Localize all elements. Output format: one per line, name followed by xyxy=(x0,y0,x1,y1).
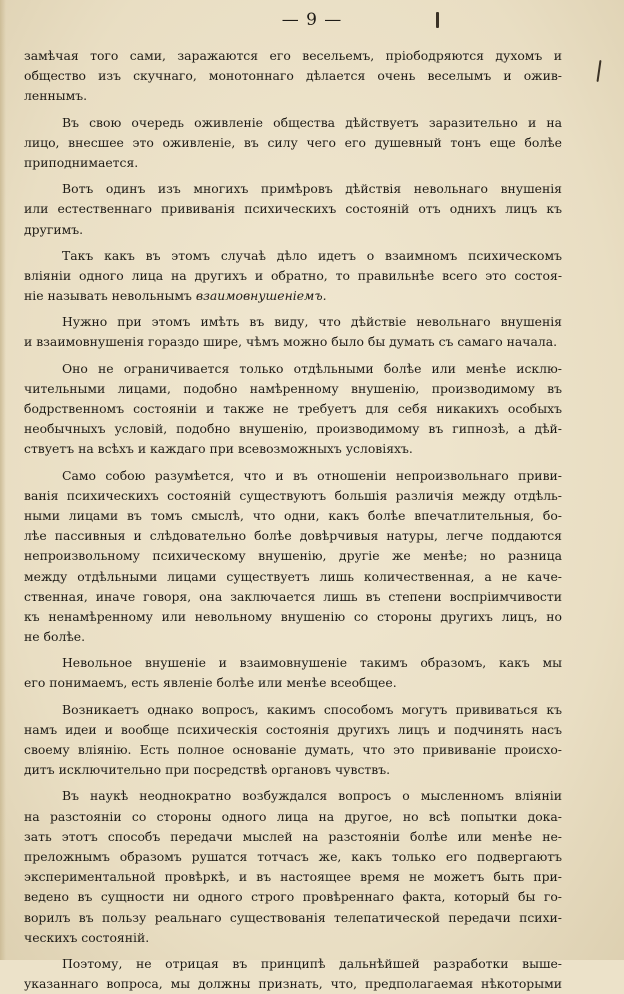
paragraph xyxy=(24,46,562,107)
text-line: общество изъ скучнаго, монотоннаго дѣлается очень веселымъ и ожив- xyxy=(24,68,562,84)
paragraph xyxy=(24,700,562,781)
text-line: бодрственномъ состояніи и также не требуетъ для себя никакихъ особыхъ xyxy=(24,401,562,416)
text-line: лицо, внесшее это оживленіе, въ силу чего его душевный тонъ еще болѣе xyxy=(24,134,562,150)
text-line: экспериментальной провѣркѣ, и въ настоящее время не можетъ быть при- xyxy=(24,869,562,885)
paragraph xyxy=(24,359,562,460)
text-line: непроизвольному психическому внушенію, другіе же менѣе; но разница xyxy=(24,548,562,564)
text-line: другимъ. xyxy=(24,221,84,237)
text-line: чительными лицами, подобно намѣренному внушенію, производимому въ xyxy=(24,380,562,396)
text-line: ческихъ состояній. xyxy=(24,929,150,945)
text-line: дитъ исключительно при посредствѣ органовъ чувствъ. xyxy=(24,762,391,778)
text-line: ведено въ сущности ни одного строго провѣреннаго факта, который бы го- xyxy=(24,889,562,905)
text-line: замѣчая того сами, заражаются его весельемъ, пріободряются духомъ и xyxy=(24,48,562,63)
text-line: необычныхъ условій, подобно внушенію, производимому въ гипнозѣ, а дѣй- xyxy=(24,421,562,437)
text-line: ніе называть невольнымъ взаимовнушеніемъ. xyxy=(24,288,327,304)
paragraph xyxy=(24,312,562,352)
text-line: преложнымъ образомъ рушатся тотчасъ же, какъ только его подвергаютъ xyxy=(24,848,562,864)
body-text xyxy=(24,46,562,994)
text-line: Оно не ограничивается только отдѣльными болѣе или менѣе исклю- xyxy=(62,360,562,376)
text-line: къ ненамѣренному или невольному внушенію со стороны другихъ лицъ, но xyxy=(24,608,562,624)
text-line: Невольное внушеніе и взаимовнушеніе такимъ образомъ, какъ мы xyxy=(62,655,562,671)
text-line: между отдѣльными лицами существуетъ лишь количественная, а не каче- xyxy=(24,568,562,584)
text-line: ствуетъ на всѣхъ и каждаго при всевозможныхъ условіяхъ. xyxy=(24,441,413,457)
text-line: Нужно при этомъ имѣть въ виду, что дѣйствіе невольнаго внушенія xyxy=(62,314,562,330)
text-line: ванія психическихъ состояній существуютъ большія различія между отдѣль- xyxy=(24,487,562,503)
paragraph xyxy=(24,786,562,948)
text-line: не болѣе. xyxy=(24,629,86,645)
text-line: Возникаетъ однако вопросъ, какимъ способомъ могутъ прививаться къ xyxy=(62,701,562,717)
paragraph xyxy=(24,179,562,240)
text-line: своему вліянію. Есть полное основаніе думать, что это прививаніе происхо- xyxy=(24,742,562,757)
text-line: Въ свою очередь оживленіе общества дѣйствуетъ заразительно и на xyxy=(62,114,562,130)
ink-mark xyxy=(436,12,439,28)
margin-pencil-mark xyxy=(596,60,601,82)
text-line: ными лицами въ томъ смыслѣ, что одни, какъ болѣе впечатлительныя, бо- xyxy=(24,507,562,523)
text-line: и взаимовнушенія гораздо шире, чѣмъ можно было бы думать съ самаго начала. xyxy=(24,334,558,350)
paragraph xyxy=(24,246,562,307)
text-line: указаннаго вопроса, мы должны признать, что, предполагаемая нѣкоторыми xyxy=(24,976,562,992)
text-line: ворилъ въ пользу реальнаго существованія телепатической передачи психи- xyxy=(24,909,562,925)
text-line: Поэтому, не отрицая въ принципѣ дальнѣйшей разработки выше- xyxy=(62,955,562,971)
text-line: ственная, иначе говоря, она заключается лишь въ степени воспріимчивости xyxy=(24,588,562,604)
paragraph xyxy=(24,653,562,693)
text-line: Въ наукѣ неоднократно возбуждался вопросъ о мысленномъ вліяніи xyxy=(62,788,562,804)
page-number: — 9 — xyxy=(281,10,343,30)
paragraph xyxy=(24,113,562,174)
page-spine-shadow xyxy=(0,0,6,960)
text-line: или естественнаго прививанія психическихъ состояній отъ однихъ лицъ къ xyxy=(24,201,562,217)
text-line: приподнимается. xyxy=(24,154,139,170)
text-line: Само собою разумѣется, что и въ отношеніи непроизвольнаго приви- xyxy=(62,467,562,483)
text-line: лѣе пассивныя и слѣдовательно болѣе довѣрчивыя натуры, легче поддаются xyxy=(24,528,562,544)
italic-term: взаимовнушеніемъ. xyxy=(195,288,327,304)
text-line: зать этотъ способъ передачи мыслей на разстояніи болѣе или менѣе не- xyxy=(24,828,562,844)
text-line: на разстояніи со стороны одного лица на другое, но всѣ попытки дока- xyxy=(24,808,562,824)
paragraph xyxy=(24,466,562,648)
text-line: леннымъ. xyxy=(24,88,88,104)
text-line: вліяніи одного лица на другихъ и обратно, то правильнѣе всего это состоя- xyxy=(24,267,562,283)
text-line: Такъ какъ въ этомъ случаѣ дѣло идетъ о взаимномъ психическомъ xyxy=(62,247,562,263)
text-line: его понимаемъ, есть явленіе болѣе или менѣе всеобщее. xyxy=(24,675,397,691)
text-line: намъ идеи и вообще психическія состоянія другихъ лицъ и подчинять насъ xyxy=(24,721,562,737)
text-line: Вотъ одинъ изъ многихъ примѣровъ дѣйствія невольнаго внушенія xyxy=(62,181,562,197)
paragraph xyxy=(24,954,562,994)
